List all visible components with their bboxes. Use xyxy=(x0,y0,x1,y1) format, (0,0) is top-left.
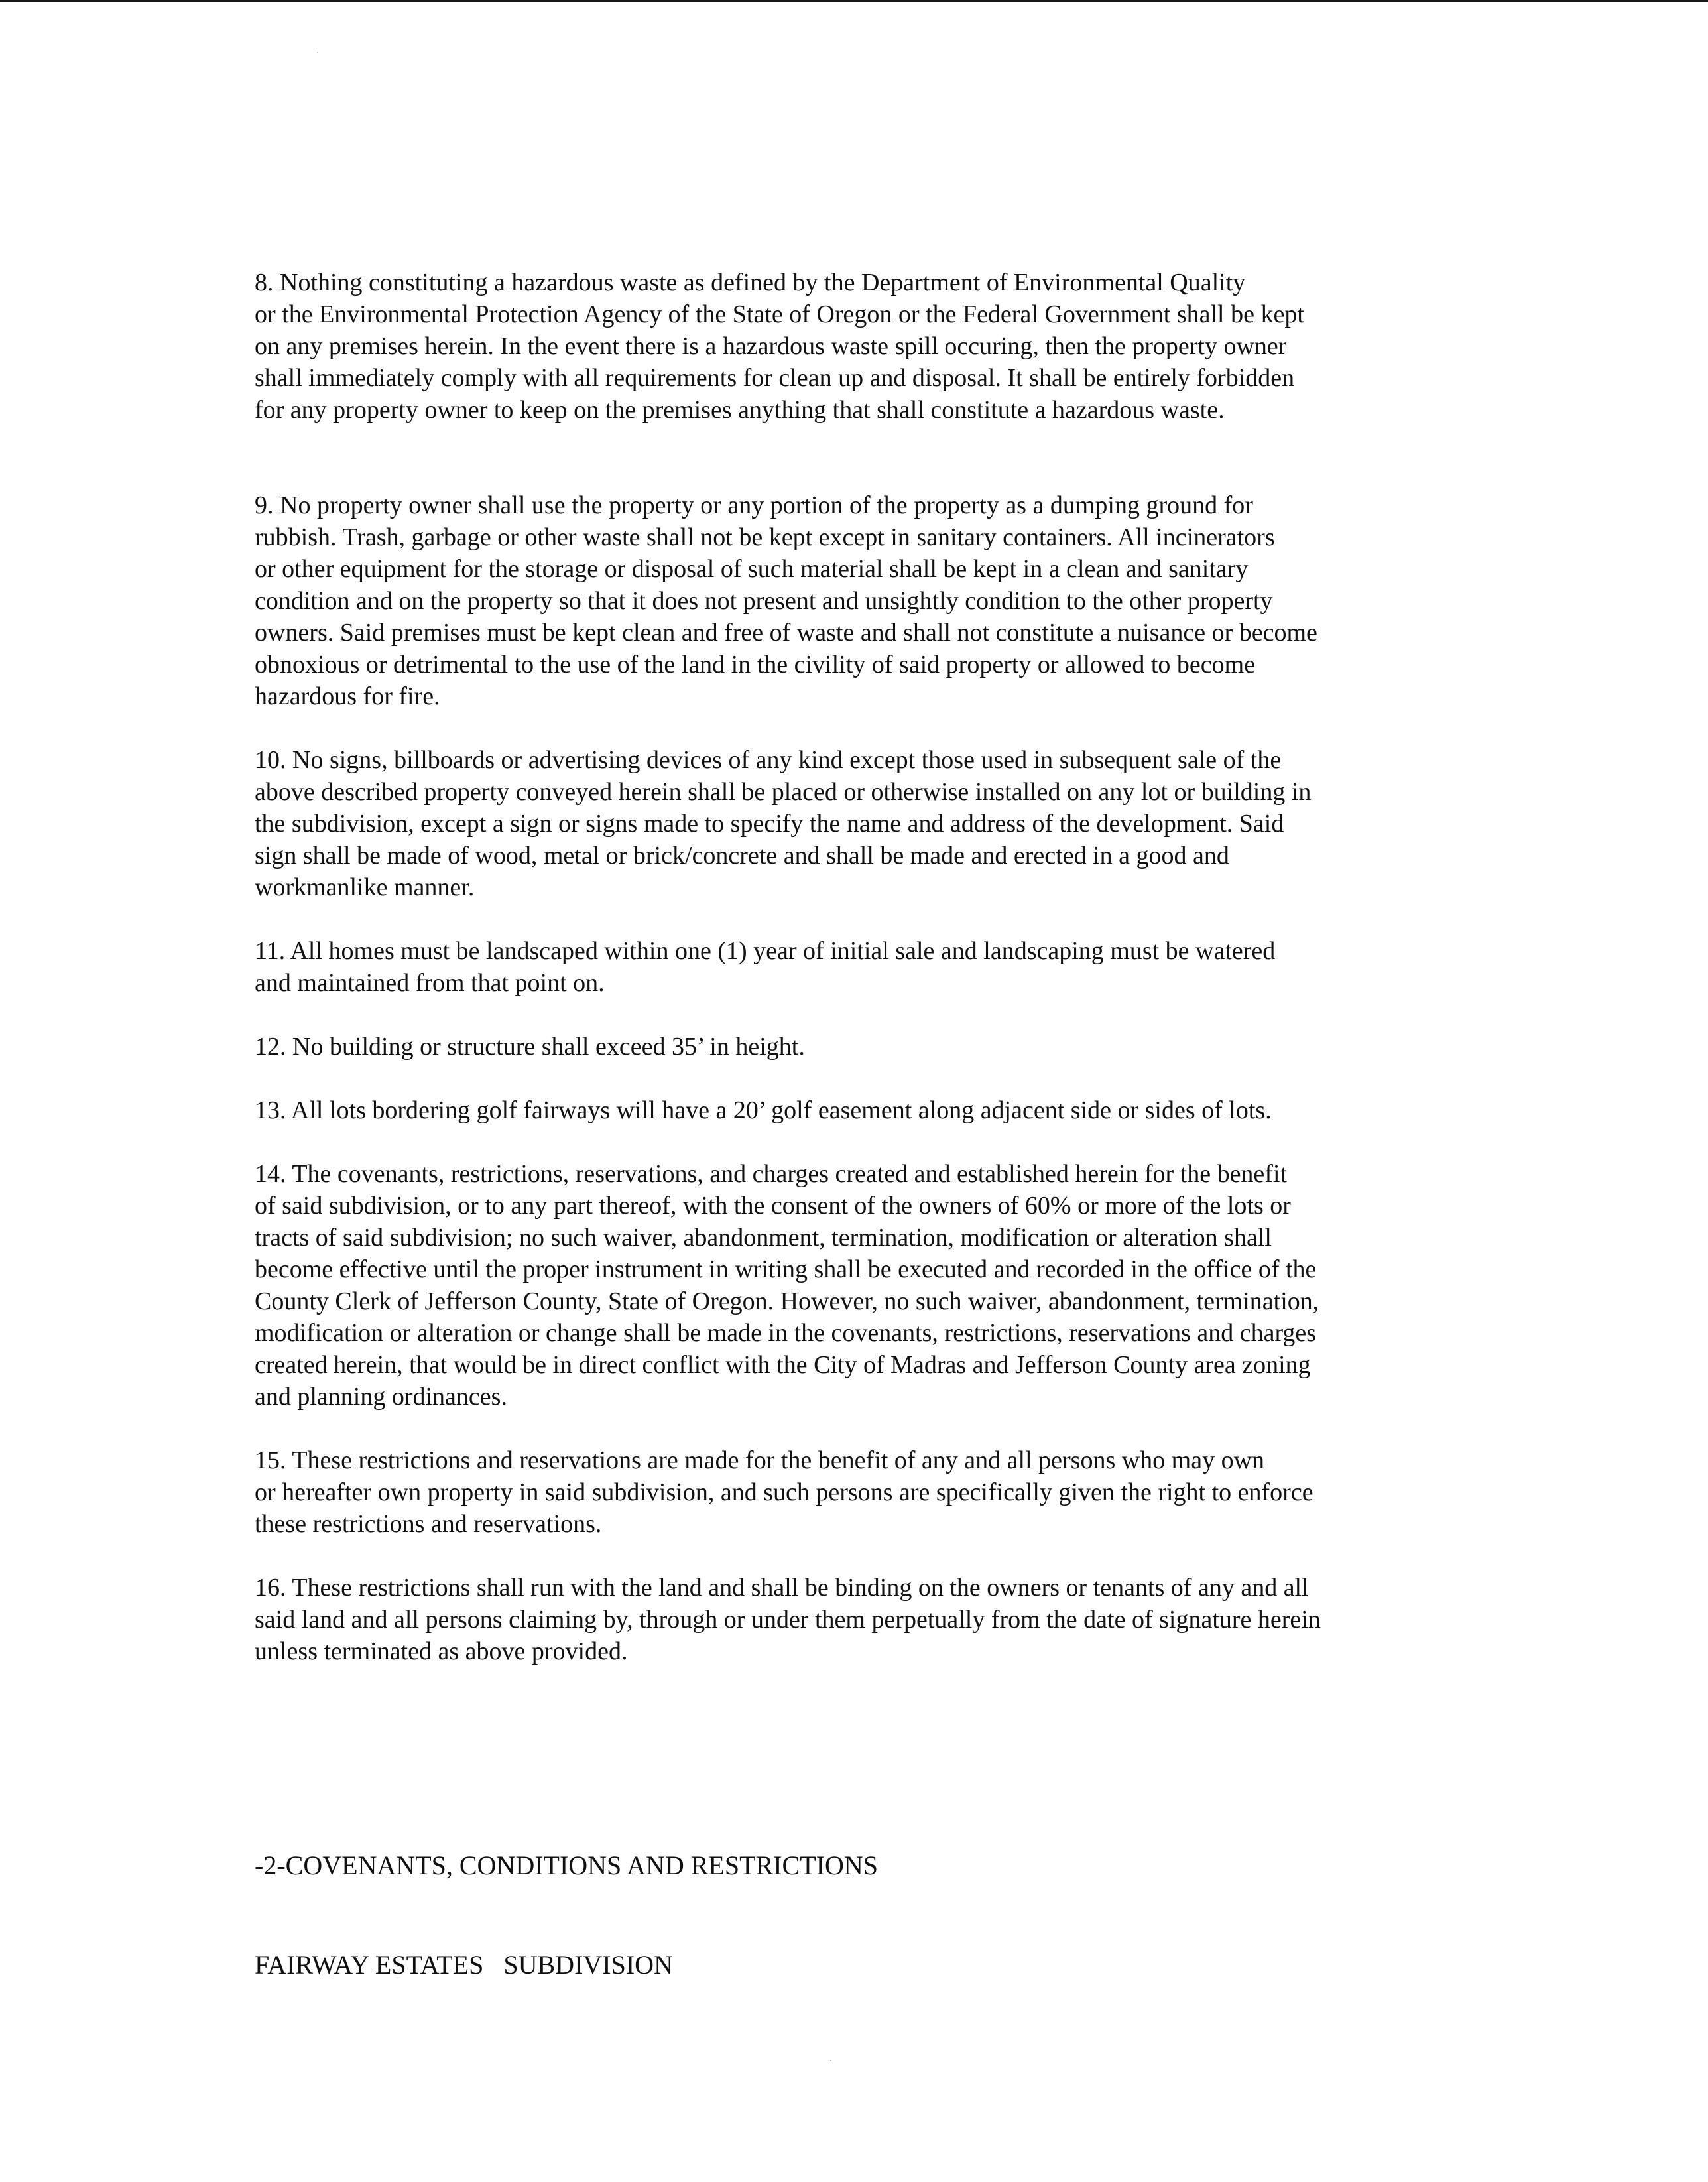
paragraph-12: 12. No building or structure shall exceed 35’ in height. xyxy=(255,1033,805,1060)
paragraph-10: 10. No signs, billboards or advertising devices of any kind except those used in subsequent sale of the above described property conveyed herein shall be placed or otherwise installed on any lot or building in the subdivision, except a sign or signs made to specify the name and address of the development. Said sign shall be made of wood, metal or brick/concrete and shall be made and erected in a good and workmanlike manner. xyxy=(255,746,1312,901)
paragraph-11: 11. All homes must be landscaped within one (1) year of initial sale and landscaping must be watered and maintained from that point on. xyxy=(255,937,1276,997)
footer-subdivision: FAIRWAY ESTATES SUBDIVISION xyxy=(255,1950,673,1980)
paragraph-15: 15. These restrictions and reservations are made for the benefit of any and all persons who may own or hereafter own property in said subdivision, and such persons are specifically given the right to enforce these restrictions and reservations. xyxy=(255,1446,1313,1538)
paragraph-16: 16. These restrictions shall run with the land and shall be binding on the owners or tenants of any and all said land and all persons claiming by, through or under them perpetually from the date of signature herein unless terminated as above provided. xyxy=(255,1574,1321,1665)
top-scan-edge xyxy=(0,0,1708,2)
paragraph-8: 8. Nothing constituting a hazardous waste as defined by the Department of Environmental Quality or the Environmental Protection Agency of the State of Oregon or the Federal Government shall be kept on any premises herein. In the event there is a hazardous waste spill occuring, then the property owner shall immediately comply with all requirements for clean up and disposal. It shall be entirely forbidden for any property owner to keep on the premises anything that shall constitute a hazardous waste. xyxy=(255,269,1304,424)
paragraph-9: 9. No property owner shall use the property or any portion of the property as a dumping ground for rubbish. Trash, garbage or other waste shall not be kept except in sanitary containers. All incinerators or other equipment for the storage or disposal of such material shall be kept in a clean and sanitary condition and on the property so that it does not present and unsightly condition to the other property owners. Said premises must be kept clean and free of waste and shall not constitute a nuisance or become obnoxious or detrimental to the use of the land in the civility of said property or allowed to become hazardous for fire. xyxy=(255,491,1317,710)
scan-speck xyxy=(317,52,318,53)
covenants-body xyxy=(255,267,1445,1667)
footer-title: -2-COVENANTS, CONDITIONS AND RESTRICTIONS xyxy=(255,1850,878,1880)
paragraph-13: 13. All lots bordering golf fairways will have a 20’ golf easement along adjacent side or sides of lots. xyxy=(255,1096,1272,1124)
page-footer xyxy=(255,1783,878,2048)
paragraph-14: 14. The covenants, restrictions, reservations, and charges created and established herein for the benefit of said subdivision, or to any part thereof, with the consent of the owners of 60% or more of the lots or tracts of said subdivision; no such waiver, abandonment, termination, modification or alteration shall become effective until the proper instrument in writing shall be executed and recorded in the office of the County Clerk of Jefferson County, State of Oregon. However, no such waiver, abandonment, termination, modification or alteration or change shall be made in the covenants, restrictions, reservations and charges created herein, that would be in direct conflict with the City of Madras and Jefferson County area zoning and planning ordinances. xyxy=(255,1160,1319,1411)
scan-speck xyxy=(830,2060,831,2061)
